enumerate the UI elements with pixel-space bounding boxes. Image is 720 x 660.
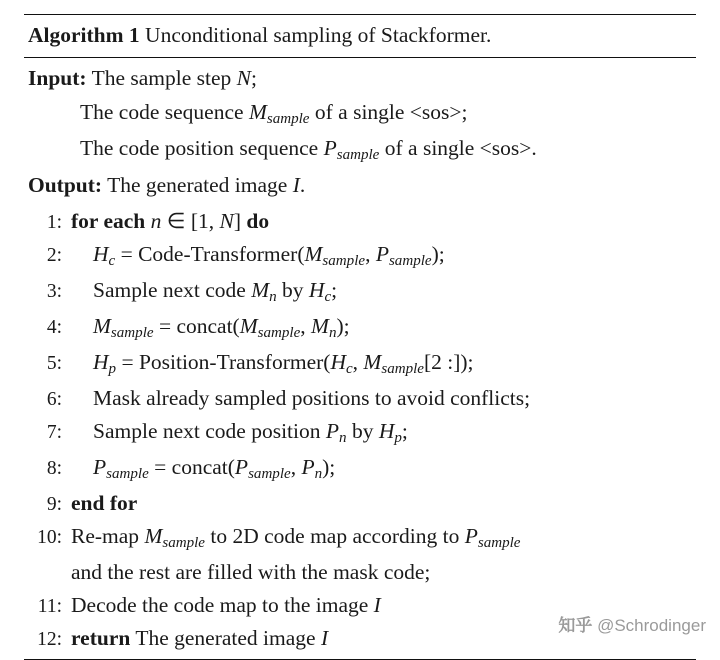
step-text-fragment: I <box>320 625 329 650</box>
step-text-fragment: ); <box>431 241 445 266</box>
algorithm-step <box>28 381 692 414</box>
step-text-fragment: H <box>378 418 395 443</box>
step-text-fragment: Sample next code position <box>93 418 326 443</box>
step-text-fragment: by <box>276 277 309 302</box>
output-label: Output: <box>28 172 103 197</box>
input-line-3-pre: The code position sequence <box>80 136 324 161</box>
algorithm-step <box>28 415 692 451</box>
step-text-fragment: H <box>93 241 109 266</box>
step-text-fragment: = Position-Transformer( <box>116 349 331 374</box>
step-text-fragment: sample <box>322 253 366 270</box>
step-text-fragment: n <box>339 429 347 446</box>
step-text-fragment: sample <box>106 465 149 482</box>
input-line-2-sub: sample <box>266 110 310 127</box>
step-text-fragment: ; <box>401 418 408 443</box>
algorithm-step-continuation <box>28 555 692 588</box>
step-continuation-text: and the rest are filled with the mask code; <box>71 559 431 584</box>
step-text-fragment: sample <box>162 534 205 551</box>
step-text-fragment: [2 :]); <box>423 349 474 374</box>
step-text <box>71 311 692 345</box>
step-text-fragment: Mask already sampled positions to avoid conflicts; <box>93 385 531 410</box>
step-number: 5: <box>46 352 62 374</box>
algorithm-title-row <box>24 15 696 57</box>
step-text-fragment: H <box>308 277 325 302</box>
step-text-fragment: P <box>234 454 249 479</box>
step-number: 1: <box>46 211 62 233</box>
step-text-fragment: M <box>93 313 111 338</box>
step-number: 3: <box>46 280 62 302</box>
step-text <box>71 383 692 414</box>
input-line-1-pre: The sample step <box>91 66 237 91</box>
step-text-fragment: ] <box>233 208 247 233</box>
watermark-text: @Schrodinger <box>597 616 706 635</box>
step-text-fragment: M <box>251 277 270 302</box>
step-text-fragment: , <box>365 241 376 266</box>
step-text-fragment: , <box>352 349 364 374</box>
step-text-fragment: Re-map <box>71 523 145 548</box>
step-text-fragment: N <box>219 208 234 233</box>
step-text-fragment: n <box>328 325 337 341</box>
step-text <box>71 239 692 273</box>
algorithm-step <box>28 205 692 238</box>
step-text-fragment: do <box>246 208 270 233</box>
step-text-fragment: ∈ [1, <box>161 208 220 233</box>
step-number-spacer <box>28 557 62 588</box>
step-number: 10: <box>37 526 62 548</box>
step-text-fragment: = concat( <box>153 313 240 338</box>
step-text-fragment: by <box>346 418 379 443</box>
step-text <box>71 275 692 309</box>
input-line-3-post: of a single <sos>. <box>379 136 537 161</box>
step-text-fragment: n <box>314 465 323 482</box>
step-text-fragment: , <box>290 454 302 479</box>
step-text-fragment: to 2D code map according to <box>205 523 465 548</box>
step-text-fragment: Sample next code <box>93 277 252 302</box>
step-text <box>71 488 692 519</box>
step-text-fragment: n <box>150 208 162 233</box>
step-text-fragment: c <box>345 360 353 377</box>
step-text-fragment: H <box>93 349 109 374</box>
algorithm-label: Algorithm 1 <box>28 23 140 47</box>
step-text-fragment: ); <box>336 313 350 338</box>
input-line-3 <box>28 132 692 169</box>
step-text-fragment: sample <box>257 325 301 341</box>
step-text-fragment: P <box>325 418 340 443</box>
algorithm-step <box>28 238 692 274</box>
watermark <box>558 611 706 636</box>
input-line-2-pre: The code sequence <box>80 99 249 124</box>
step-number: 11: <box>37 595 62 617</box>
step-text-fragment: I <box>373 592 381 617</box>
algorithm-steps <box>24 204 696 660</box>
step-text-fragment: sample <box>388 253 432 270</box>
step-text-fragment: for each <box>71 208 151 233</box>
step-text <box>71 347 692 381</box>
step-text-fragment: M <box>311 313 329 338</box>
step-text <box>71 521 692 555</box>
step-text-fragment: M <box>144 523 163 548</box>
step-text-fragment: c <box>324 289 332 306</box>
step-text-fragment: = Code-Transformer( <box>115 241 305 266</box>
step-text-fragment: c <box>108 253 116 270</box>
algorithm-block <box>24 14 696 660</box>
output-text-pre: The generated image <box>107 172 293 197</box>
step-text-fragment: sample <box>381 360 424 377</box>
step-text <box>71 206 692 237</box>
step-number: 6: <box>46 388 62 410</box>
algorithm-io-block <box>24 58 696 204</box>
step-number: 8: <box>46 457 62 479</box>
input-line-2-var: M <box>248 99 267 124</box>
input-line-1 <box>28 62 692 96</box>
step-text-fragment: p <box>108 360 117 377</box>
output-line <box>28 168 692 202</box>
step-text-fragment: P <box>93 454 107 479</box>
step-text <box>71 416 692 450</box>
step-text-fragment: p <box>394 429 402 446</box>
algorithm-step <box>28 346 692 382</box>
input-line-3-sub: sample <box>336 147 380 164</box>
step-text-fragment: M <box>363 349 382 374</box>
step-number: 7: <box>46 421 62 443</box>
step-number: 4: <box>46 316 62 338</box>
input-label: Input: <box>28 66 87 91</box>
output-text-post: . <box>299 172 306 197</box>
algorithm-step <box>28 519 692 555</box>
step-text-fragment: end for <box>71 490 138 515</box>
input-line-2 <box>28 95 692 132</box>
input-line-2-post: of a single <sos>; <box>309 99 468 124</box>
step-text-fragment: M <box>239 313 258 338</box>
algorithm-step <box>28 310 692 346</box>
step-text-fragment: sample <box>110 325 154 341</box>
input-line-3-var: P <box>323 136 337 161</box>
algorithm-step <box>28 486 692 519</box>
input-line-1-var: N <box>236 66 251 91</box>
step-text-fragment: H <box>330 349 346 374</box>
step-text-fragment: sample <box>477 534 521 551</box>
step-text-fragment: P <box>464 523 478 548</box>
step-text-fragment: The generated image <box>130 625 321 650</box>
step-number: 9: <box>46 493 62 515</box>
step-text-fragment: ; <box>331 277 338 302</box>
output-symbol: I <box>292 172 300 197</box>
algorithm-step <box>28 274 692 310</box>
step-text-fragment: , <box>300 313 312 338</box>
input-line-1-post: ; <box>251 66 257 91</box>
step-text-fragment: sample <box>248 465 291 482</box>
step-text-fragment: return <box>71 625 131 650</box>
step-text-fragment: P <box>375 241 389 266</box>
step-text-fragment: = concat( <box>148 454 235 479</box>
algorithm-title: Unconditional sampling of Stackformer. <box>145 23 492 47</box>
step-text-fragment: M <box>304 241 323 266</box>
step-text-fragment: n <box>269 289 277 306</box>
step-text <box>71 452 692 486</box>
algorithm-step <box>28 450 692 486</box>
zhihu-logo: 知乎 <box>558 616 593 635</box>
step-text-fragment: ); <box>322 454 336 479</box>
step-text-fragment: P <box>301 454 315 479</box>
step-number: 12: <box>37 628 62 650</box>
step-text-fragment: Decode the code map to the image <box>71 592 374 617</box>
step-number: 2: <box>46 244 62 266</box>
